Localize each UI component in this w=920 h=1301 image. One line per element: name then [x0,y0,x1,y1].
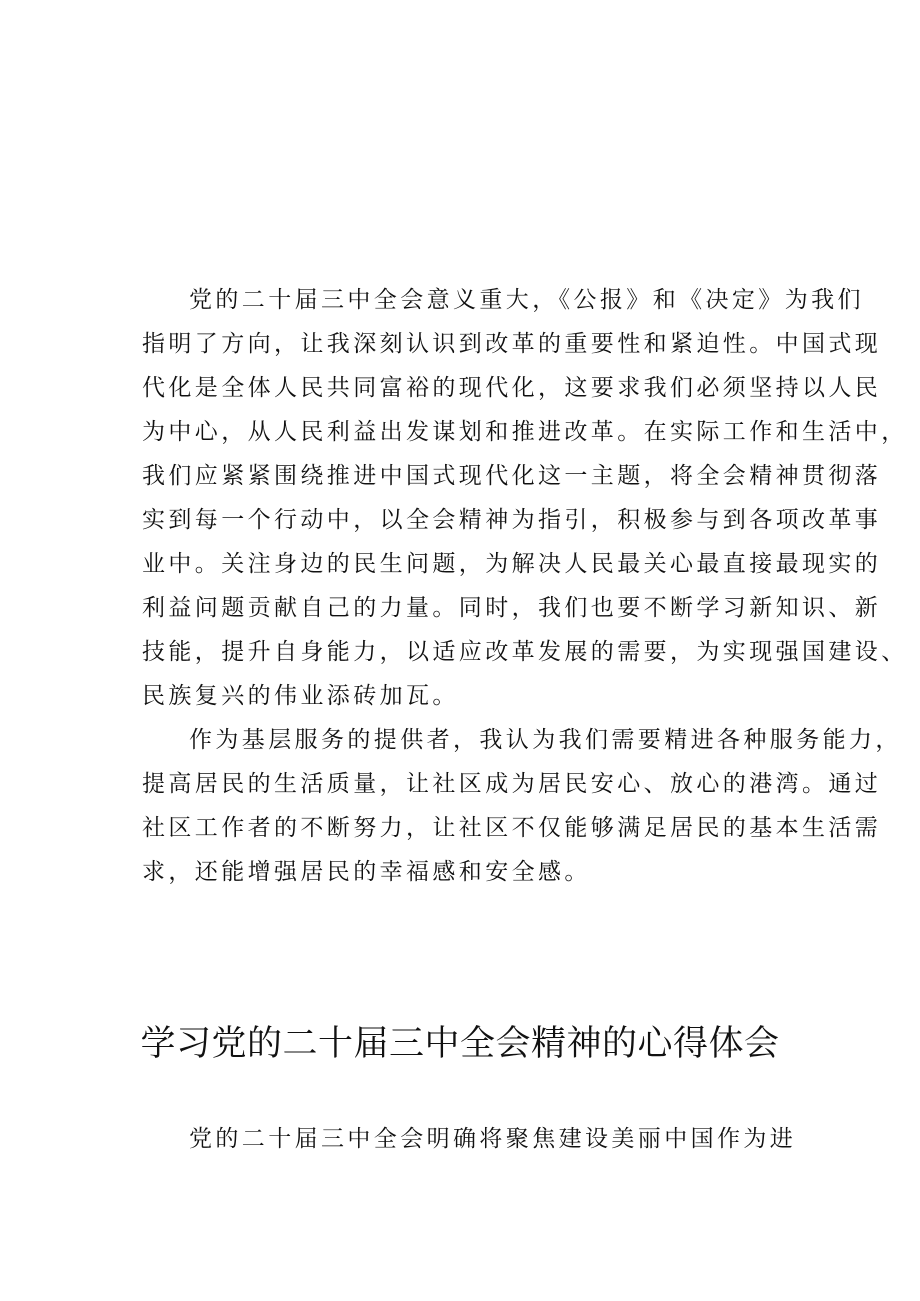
paragraph-1-line: 我们应紧紧围绕推进中国式现代化这一主题，将全会精神贯彻落 [142,463,882,489]
section-title: 学习党的二十届三中全会精神的心得体会 [140,1024,780,1064]
paragraph-1-line: 业中。关注身边的民生问题，为解决人民最关心最直接最现实的 [142,551,882,577]
paragraph-3-line: 党的二十届三中全会明确将聚焦建设美丽中国作为进 [189,1126,797,1152]
paragraph-1-line: 指明了方向，让我深刻认识到改革的重要性和紧迫性。中国式现 [142,331,882,357]
paragraph-2-line: 社区工作者的不断努力，让社区不仅能够满足居民的基本生活需 [142,815,882,841]
paragraph-1-line: 代化是全体人民共同富裕的现代化，这要求我们必须坚持以人民 [142,375,882,401]
paragraph-1-line: 民族复兴的伟业添砖加瓦。 [142,683,459,709]
paragraph-2-line: 求，还能增强居民的幸福感和安全感。 [142,859,591,885]
paragraph-1-line: 利益问题贡献自己的力量。同时，我们也要不断学习新知识、新 [142,595,882,621]
paragraph-2-line: 作为基层服务的提供者，我认为我们需要精进各种服务能力， [189,727,902,753]
paragraph-1-line: 为中心，从人民利益出发谋划和推进改革。在实际工作和生活中， [142,419,908,445]
paragraph-1-line: 技能，提升自身能力，以适应改革发展的需要，为实现强国建设、 [142,639,908,665]
paragraph-2-line: 提高居民的生活质量，让社区成为居民安心、放心的港湾。通过 [142,771,882,797]
paragraph-1-line: 实到每一个行动中，以全会精神为指引，积极参与到各项改革事 [142,507,882,533]
paragraph-1-line: 党的二十届三中全会意义重大，《公报》和《决定》为我们 [189,287,864,313]
